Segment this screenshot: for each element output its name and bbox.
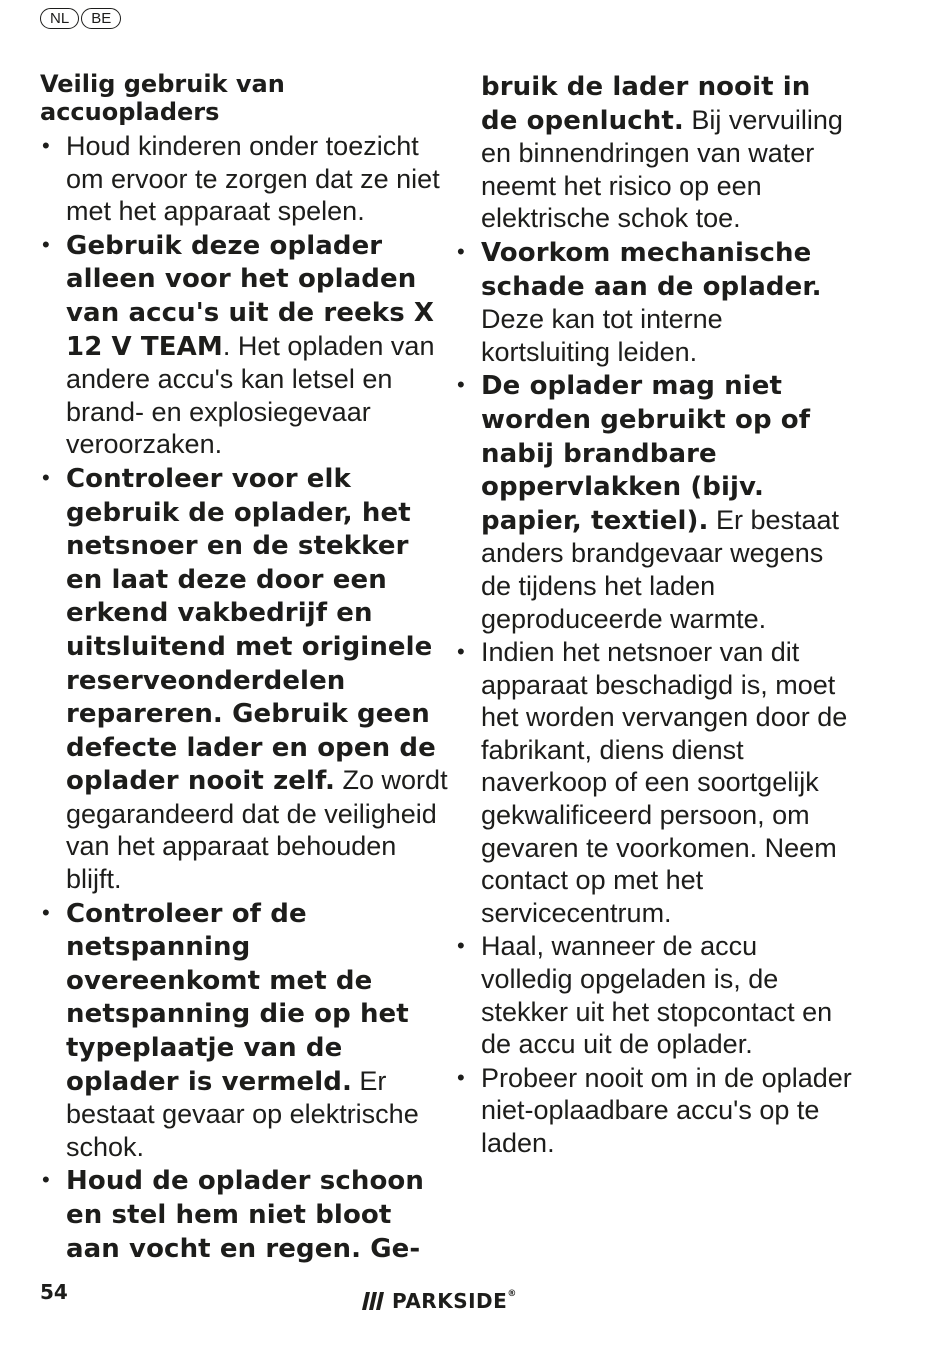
list-item [40,229,450,461]
right-list [455,70,855,1160]
item-text: Bij vervuiling en binnendringen van water neemt het risico op een elektrische schok toe. [481,104,843,234]
item-text: Indien het netsnoer van dit apparaat beschadigd is, moet het worden vervangen door de fabrikant, diens dienst naverkoop of een soortgelijk gekwalificeerd persoon, om gevaren te voorkomen. Neem contact op met het servicecentrum. [481,637,848,928]
list-item [455,369,855,635]
list-item [40,897,450,1164]
language-badge-nl: NL [40,8,79,29]
language-badge-be: BE [81,8,121,29]
item-bold-text: Voorkom mechanische schade aan de oplader. [481,237,822,302]
page-number: 54 [40,1280,68,1304]
item-text: Er bestaat gevaar op elektrische schok. [66,1065,419,1162]
item-bold-text: Controleer of de netspanning overeenkomt met de netspanning die op het typeplaatje van de oplader is vermeld. [66,898,409,1097]
brand-stripes-icon [362,1292,384,1310]
language-badges [40,8,121,29]
item-text: . Het opladen van andere accu's kan letsel en brand- en explosiegevaar veroorzaken. [66,330,435,460]
item-bold-text: bruik de lader nooit in de openlucht. [481,72,811,136]
list-item [40,130,450,228]
item-text: Er bestaat anders brandgevaar wegens de tijdens het laden geproduceerde warmte. [481,504,840,634]
left-column [40,70,450,1266]
item-text: Probeer nooit om in de oplader niet-oplaadbare accu's op te laden. [481,1062,852,1158]
brand-text: PARKSIDE [392,1289,508,1313]
list-item [455,1062,855,1160]
item-text: Houd kinderen onder toezicht om ervoor te zorgen dat ze niet met het apparaat spelen. [66,131,440,227]
list-item [455,636,855,929]
list-item [455,930,855,1060]
list-item [40,1164,450,1265]
item-bold-text: De oplader mag niet worden gebruikt op of nabij brandbare oppervlakken (bijv. papier, textiel). [481,371,811,536]
right-column [455,70,855,1161]
item-text: Deze kan tot interne kortsluiting leiden. [481,304,723,367]
item-text: Haal, wanneer de accu volledig opgeladen is, de stekker uit het stopcontact en de accu uit de oplader. [481,931,833,1060]
left-list [40,130,450,1265]
item-bold-text: Controleer voor elk gebruik de oplader, het netsnoer en de stekker en laat deze door een erkend vakbedrijf en uitsluitend met originele reserveonderdelen repareren. Gebruik geen defecte lader en open de oplader nooit zelf. [66,463,436,797]
brand-logo [362,1289,517,1313]
brand-name [392,1289,517,1313]
list-item-continuation [455,70,855,235]
item-text: Zo wordt gegarandeerd dat de veiligheid van het apparaat behouden blijft. [66,765,448,895]
list-item [455,236,855,368]
item-bold-text: Houd de oplader schoon en stel hem niet bloot aan vocht en regen. Ge- [66,1166,424,1264]
registered-mark: ® [507,1289,517,1299]
item-bold-text: Gebruik deze oplader alleen voor het opladen van accu's uit de reeks X 12 V TEAM [66,230,435,362]
list-item [40,462,450,896]
section-title: Veilig gebruik van accuopladers [40,70,285,126]
